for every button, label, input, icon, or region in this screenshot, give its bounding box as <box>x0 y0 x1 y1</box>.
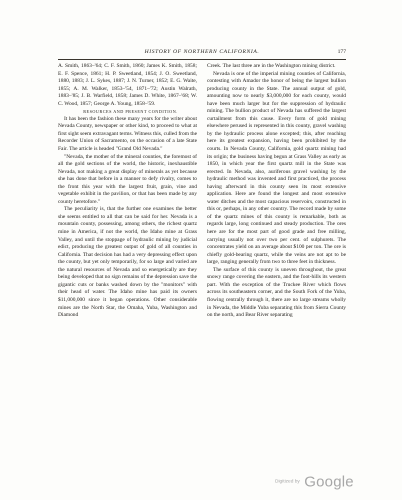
left-column <box>58 63 197 320</box>
paragraph: It has been the fashion these many years for the writer about Nevada County, newspaper or other kind, to proceed to what at first sight seem extravagant terms. Witness this, culled from the Recorder Union of Sacramento, on the occasion of a late State Fair. The article is headed "Grand Old Nevada." <box>58 115 197 153</box>
watermark-prefix: Digitized by <box>275 479 300 485</box>
right-column <box>207 63 346 320</box>
digitized-by-watermark <box>275 473 354 491</box>
page-number: 177 <box>337 49 346 55</box>
paragraph: The peculiarity is, that the further one examines the better she seems entitled to all that can be said for her. Nevada is a mountain county, possessing, among others, the richest quartz mine in America, if not the world, the Idaho mine at Grass Valley, and until the stoppage of hydraulic mining by judicial edict, producing the greatest output of gold of all counties in California. That decision has had a very depressing effect upon the county, but yet only temporarily, for so large and varied are the natural resources of Nevada and so energetically are they being developed that no sign remains of the depression save the gigantic cuts or banks washed down by the "monitors" with their head of water. The Idaho mine has paid its owners $11,000,000 since it began operations. Other considerable mines are the North Star, the Omaha, Yuba, Washington and Diamond <box>58 206 197 319</box>
paragraph: A. Smith, 1863–'64; C. F. Smith, 1860; James K. Smith, 1858; E. F. Spence, 1861; H. P. Sweetland, 1854; J. O. Sweetland, 1880, 1883; J. L. Sykes, 1887; J. N. Turner, 1852; E. G. Waite, 1855; A. M. Walker, 1853–'54, 1871–'72; Austin Walrath, 1883–'85; J. B. Warfield, 1858; James D. White, 1867–'68; W. C. Wood, 1857; George A. Young, 1858–'59. <box>58 63 197 107</box>
paragraph: The surface of this county is uneven throughout, the great snowy range covering the eastern, and the foot-hills its western part. With the exception of the Truckee River which flows across its southeastern corner, and the South Fork of the Yuba, flowing centrally through it, there are no large streams wholly in Nevada, the Middle Yuba separating this from Sierra County on the north, and Bear River separating <box>207 266 346 319</box>
google-logo: Google <box>304 473 354 491</box>
running-title: HISTORY OF NORTHERN CALIFORNIA. <box>144 49 260 55</box>
paragraph: Creek. The last three are in the Washington mining district. <box>207 63 336 69</box>
paragraph: "Nevada, the mother of the mineral counties, the foremost of all the gold sections of the world, the historic, inexhaustible Nevada, not making a great display of minerals as yet because she has done that before in a manner to defy rivalry, comes to the front this year with the largest fruit, grain, vine and vegetable exhibit in the pavilion, or that has been made by any county heretofore." <box>58 153 197 205</box>
section-subhead: RESOURCES AND PRESENT CONDITION. <box>83 109 178 115</box>
header-rule <box>58 59 346 60</box>
paragraph: Nevada is one of the imperial mining counties of California, contesting with Amador the honor of being the largest bullion producing county in the State. The annual output of gold, amounting now to nearly $3,000,000 for each county, would have been much larger but for the suppression of hydraulic mining. The bullion product of Nevada has suffered the largest curtailment from this cause. Every form of gold mining elsewhere perused is represented in this county, gravel washing by the hydraulic process alone excepted; this, after reaching here its greatest expansion, having been prohibited by the courts. In Nevada County, California, gold quartz mining had its origin; the business having begun at Grass Valley as early as 1850, in which year the first quartz mill in the State was erected. In Nevada, also, auriferous gravel washing by the hydraulic method was invented and first practiced, the process having afterward in this county seen its most extensive application. Here are found the longest and most extensive water ditches and the most capacious reservoirs, constructed in this or, perhaps, in any other country. The record made by some of the quartz mines of this county is remarkable, both as regards large, long continued and steady production. The ores here are for the most part of good grade and free milling, carrying usually not over two per cent. of sulphurets. The concentrates yield on an average about $100 per ton. The ore is chiefly gold-bearing quartz, while the veins are not apt to be large, ranging generally from two to three feet in thickness. <box>207 70 346 266</box>
